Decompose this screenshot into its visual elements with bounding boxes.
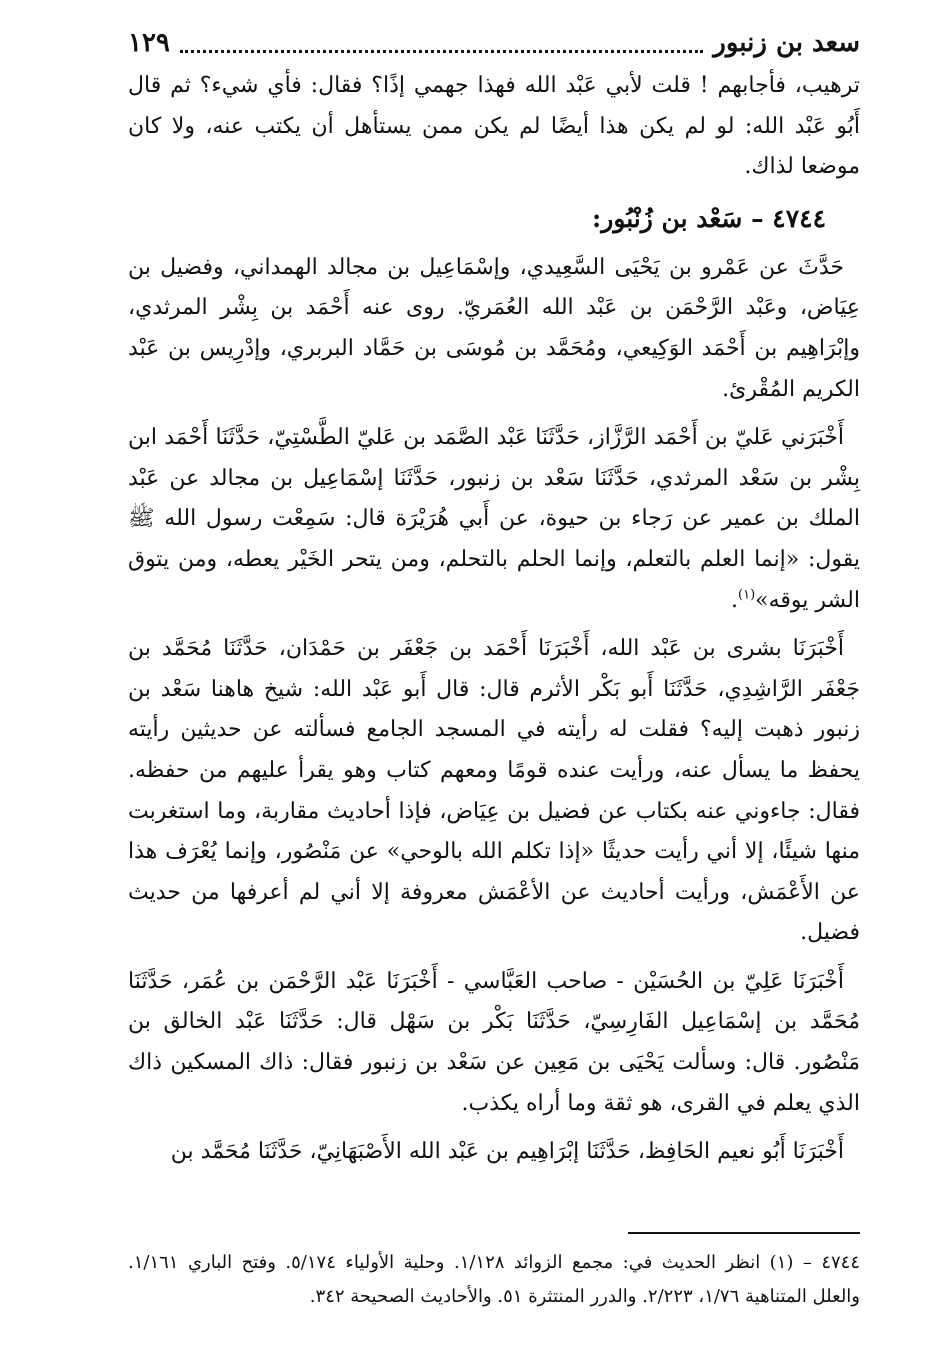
running-header [128, 22, 860, 64]
page-number: ١٢٩ [128, 28, 170, 58]
dotted-leader [180, 50, 703, 53]
entry-paragraph: أَخْبَرَنَا عَلِيّ بن الحُسَيْن - صاحب العَبَّاسي - أَخْبَرَنَا عَبْد الرَّحْمَن بن عُمَر، حَدَّثَنَا مُحَمَّد بن إسْمَاعِيل الفَارِسِيّ، حَدَّثَنَا بَكْر بن سَهْل قال: حَدَّثَنَا عَبْد الخالق بن مَنْصُور. قال: وسألت يَحْيَى بن مَعِين عن سَعْد بن زنبور فقال: ذاك المسكين ذاك الذي يعلم في القرى، هو ثقة وما أراه يكذب. [128, 968, 860, 1116]
entry-paragraph: أَخْبَرَنَا أَبُو نعيم الحَافِظ، حَدَّثَنَا إبْرَاهِيم بن عَبْد الله الأَصْبَهَانِيّ، حَدَّثَنَا مُحَمَّد بن [170, 1139, 844, 1165]
entry-heading: ٤٧٤٤ – سَعْد بن زُنْبُور: [592, 203, 826, 233]
continued-paragraph: ترهيب، فأجابهم ! قلت لأبي عَبْد الله فهذا جهمي إذًا؟ فقال: فأي شيء؟ ثم قال أَبُو عَبْد الله: لو لم يكن هذا أيضًا لم يكن ممن يستأهل أن يكتب عنه، ولا كان موضعا لذاك. [128, 73, 860, 180]
footnote-marker: (١) [738, 587, 756, 603]
footnotes [128, 1246, 860, 1314]
footnote: ٤٧٤٤ – (١) انظر الحديث في: مجمع الزوائد ١/١٢٨. وحلية الأولياء ٥/١٧٤. وفتح الباري ١/١٦١. والعلل المتناهية ١/٧٦، ٢/٢٢٣. والدرر المنتثرة ٥١. والأحاديث الصحيحة ٣٤٢. [128, 1252, 860, 1307]
main-text [128, 66, 860, 1181]
hadith-text: أَخْبَرَني عَليّ بن أَحْمَد الرَّزَّاز، حَدَّثَنَا عَبْد الصَّمَد بن عَليّ الطَّسْتِيّ، حَدَّثَنَا أَحْمَد ابن بِشْر بن سَعْد المرثدي، حَدَّثَنَا سَعْد بن زنبور، حَدَّثَنَا إسْمَاعِيل بن مجالد عن عَبْد الملك بن عمير عن رَجاء بن حيوة، عن أَبي هُرَيْرَة قال: سَمِعْت رسول الله ﷺ يقول: «إنما العلم بالتعلم، وإنما الحلم بالتحلم، ومن يتحر الخَيْر يعطه، ومن يتوق الشر يوقه» [128, 425, 861, 613]
footnote-divider [628, 1232, 860, 1234]
entry-paragraph [128, 418, 860, 621]
sentence-end: . [731, 587, 739, 613]
running-title: سعد بن زنبور [713, 28, 860, 58]
entry-paragraph: حَدَّثَ عن عَمْرو بن يَحْيَى السَّعِيدي، وإسْمَاعِيل بن مجالد الهمداني، وفضيل بن عِيَاض، وعَبْد الرَّحْمَن بن عَبْد الله العُمَريّ. روى عنه أَحْمَد بن بِشْر المرثدي، وإبْرَاهِيم بن أَحْمَد الوَكِيعي، ومُحَمَّد بن مُوسَى بن حَمَّاد البربري، وإدْرِيس بن عَبْد الكريم المُقْرئ. [128, 254, 860, 402]
entry-paragraph: أَخْبَرَنَا بشرى بن عَبْد الله، أَخْبَرَنَا أَحْمَد بن جَعْفَر بن حَمْدَان، حَدَّثَنَا مُحَمَّد بن جَعْفَر الرَّاشِدِي، حَدَّثَنَا أَبو بَكْر الأثرم قال: قال أَبو عَبْد الله: شيخ هاهنا سَعْد بن زنبور ذهبت إليه؟ فقلت له رأيته في المسجد الجامع فسألته عن حديثين رأيته يحفظ ما يسأل عنه، ورأيت عنده قومًا ومعهم كتاب وهو يقرأ عليهم من حفظه. فقال: جاءوني عنه بكتاب عن فضيل بن عِيَاض، فإذا أحاديث مقاربة، وما استغربت منها شيئًا، إلا أني رأيت حديثًا «إذا تكلم الله بالوحي» عن مَنْصُور، وإنما يُعْرَف هذا عن الأَعْمَش، ورأيت أحاديث عن الأعْمَش معروفة إلا أني لم أعرفها من حديث فضيل. [128, 636, 860, 946]
